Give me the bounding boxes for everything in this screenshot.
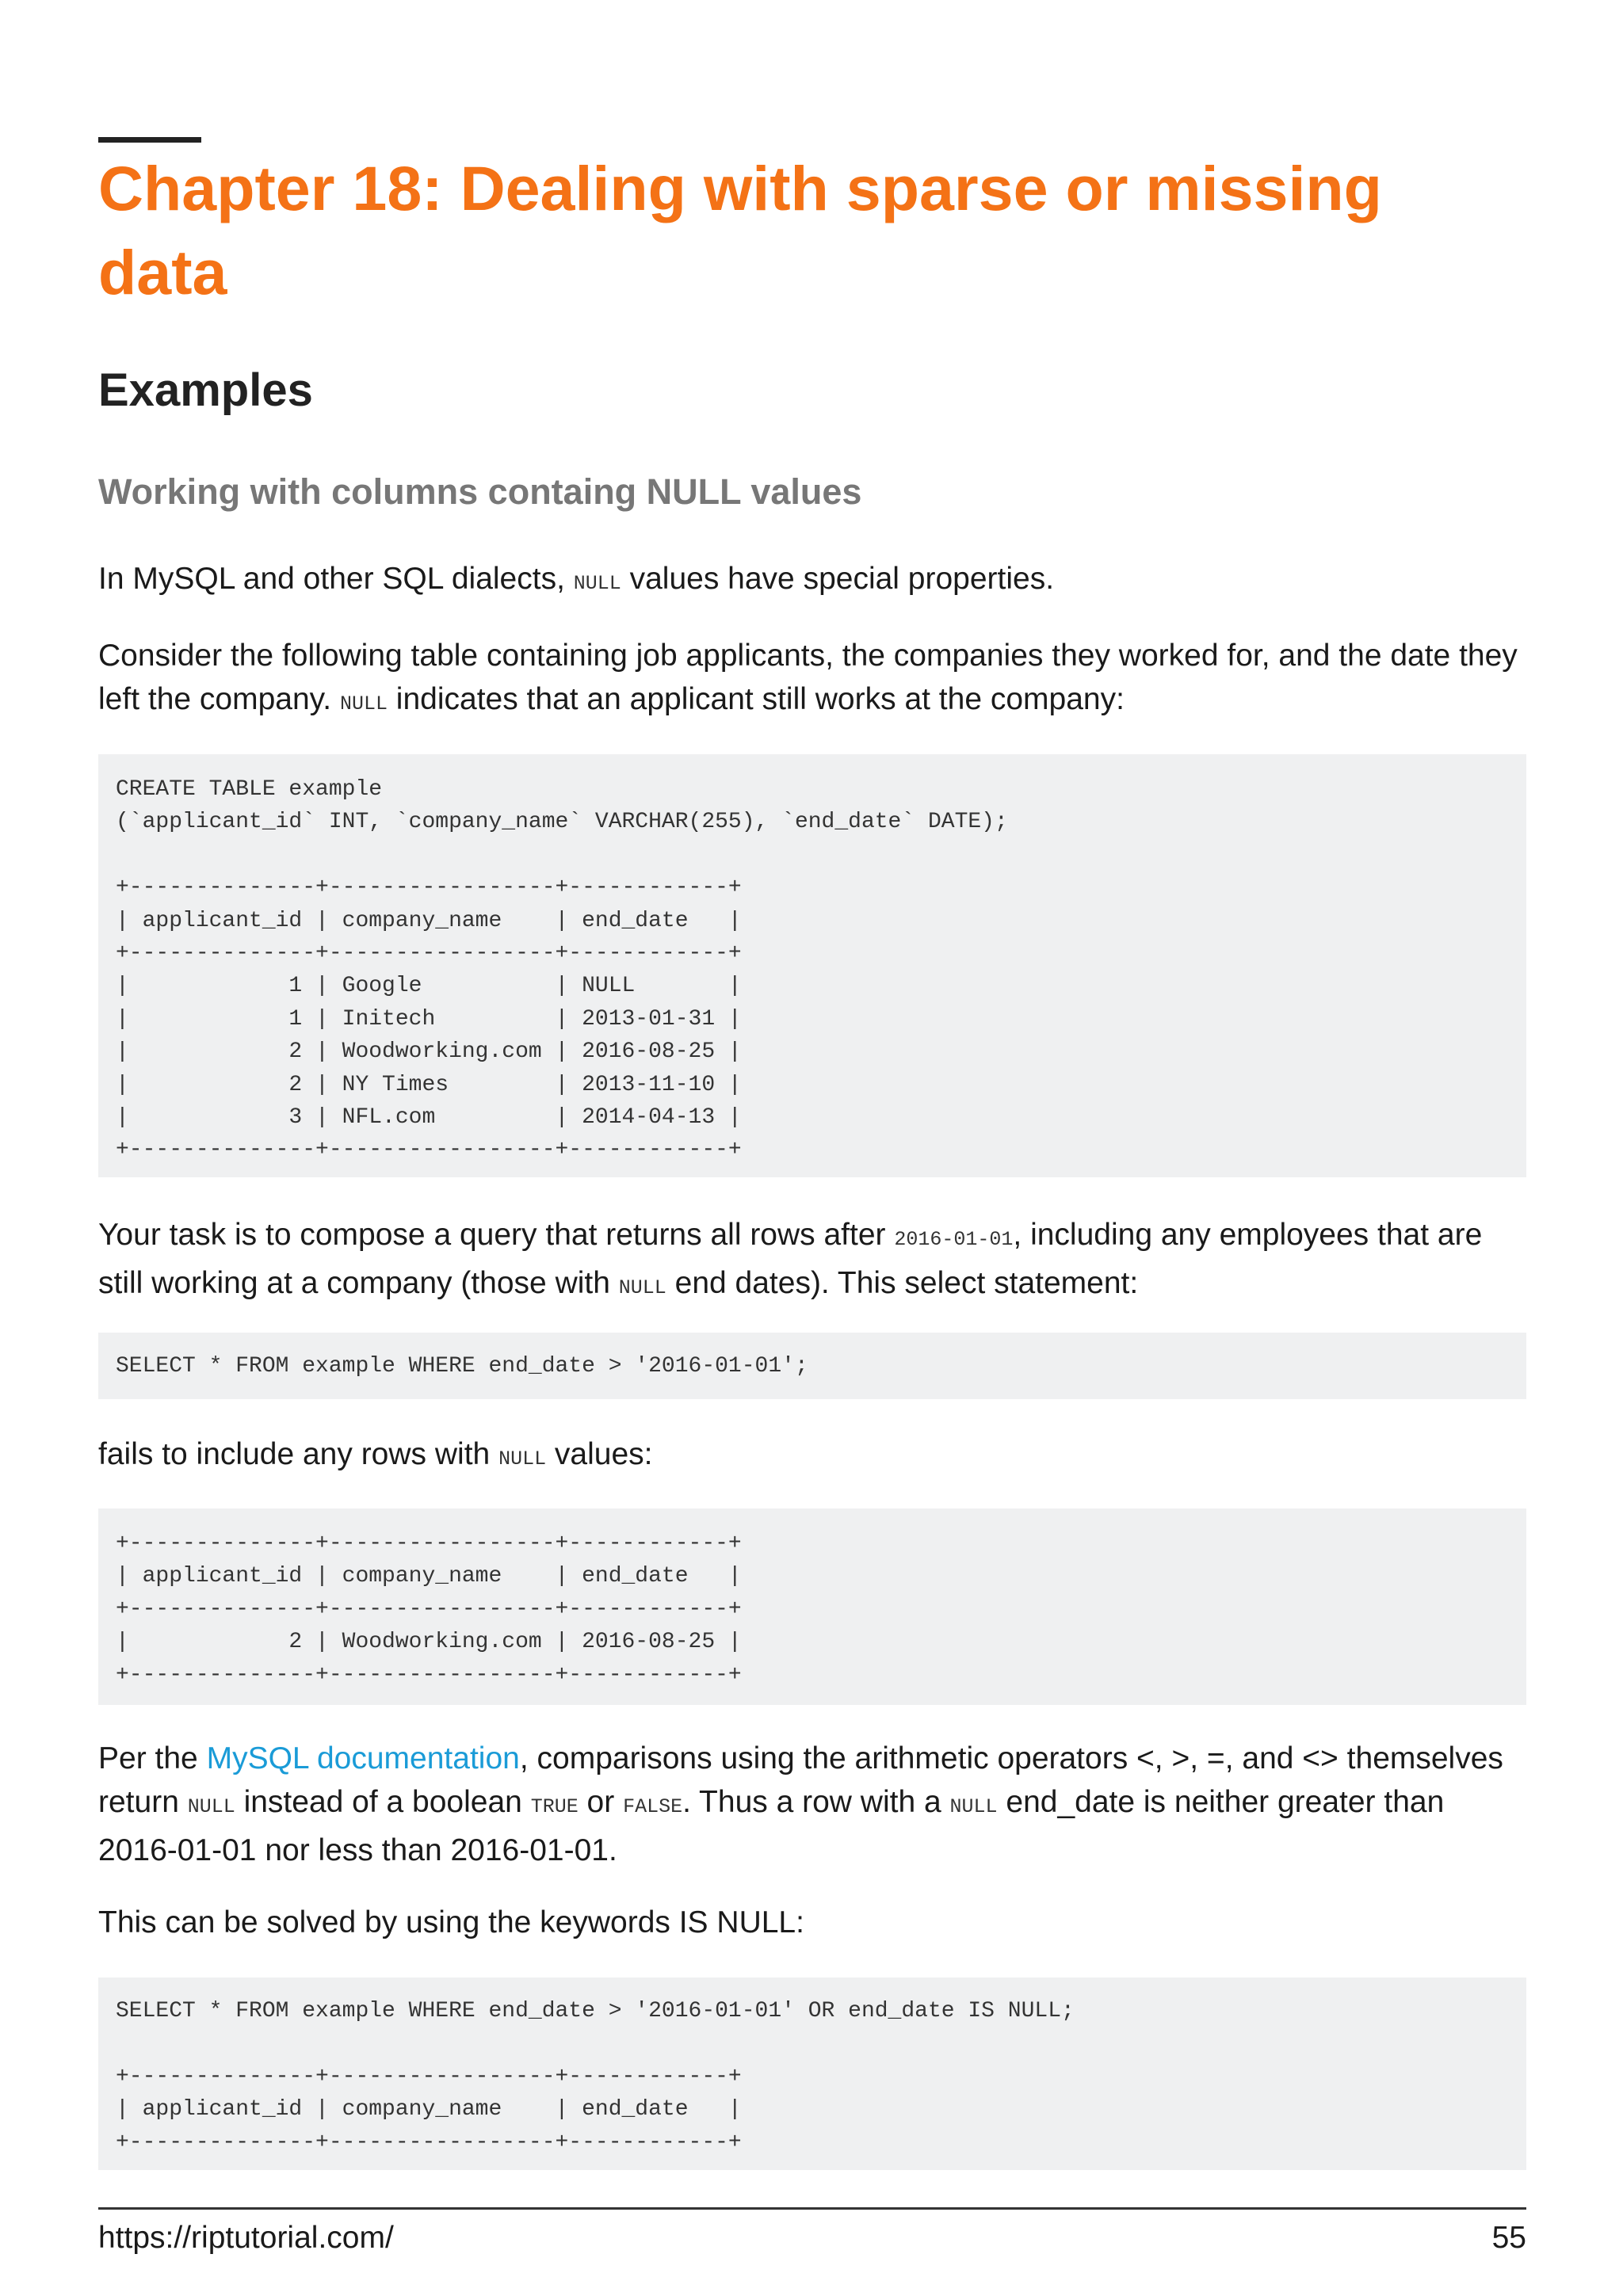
inline-code: NULL bbox=[187, 1795, 235, 1818]
code-block-is-null-query: SELECT * FROM example WHERE end_date > '2016-01-01' OR end_date IS NULL; +--------------+-----------------+------------+ | applicant_id | company_name | end_date | +--------------+-----------------+------------+ bbox=[98, 1978, 1526, 2170]
section-title: Examples bbox=[98, 364, 313, 416]
inline-code: TRUE bbox=[530, 1795, 579, 1818]
code-block-create-table: CREATE TABLE example (`applicant_id` INT, `company_name` VARCHAR(255), `end_date` DATE); +--------------+-----------------+------------+ | applicant_id | company_name | end_date | +--------------+-----------------+------------+ | 1 | Google | NULL | | 1 | Initech | 2013-01-31 | | 2 | Woodworking.com | 2016-08-25 | | 2 | NY Times | 2013-11-10 | | 3 | NFL.com | 2014-04-13 | +--------------+-----------------+------------+ bbox=[98, 754, 1526, 1177]
inline-code: NULL bbox=[339, 692, 388, 715]
paragraph-null-intro: In MySQL and other SQL dialects, NULL values have special properties. bbox=[98, 562, 1055, 596]
footer-page-number: 55 bbox=[1491, 2221, 1526, 2255]
paragraph-table-description: Consider the following table containing job applicants, the companies they worked for, and the date they left the company. NULL indicates that an applicant still works at the company: bbox=[98, 639, 1518, 716]
inline-code: NULL bbox=[618, 1276, 666, 1299]
inline-code: 2016-01-01 bbox=[894, 1228, 1014, 1251]
chapter-title: Chapter 18: Dealing with sparse or missing data bbox=[98, 153, 1382, 307]
code-block-select-query: SELECT * FROM example WHERE end_date > '2016-01-01'; bbox=[98, 1333, 1526, 1399]
footer-url: https://riptutorial.com/ bbox=[98, 2221, 394, 2255]
chapter-rule bbox=[98, 137, 201, 143]
paragraph-mysql-docs: Per the MySQL documentation, comparisons using the arithmetic operators <, >, =, and <> themselves return NULL instead of a boolean TRUE or FALSE. Thus a row with a NULL end_date is neither greater than 2016-01-01 nor less than 2016-01-01. bbox=[98, 1741, 1503, 1867]
paragraph-fails: fails to include any rows with NULL values: bbox=[98, 1437, 653, 1471]
footer-rule bbox=[98, 2207, 1526, 2210]
mysql-documentation-link[interactable]: MySQL documentation bbox=[206, 1741, 520, 1775]
inline-code: NULL bbox=[949, 1795, 998, 1818]
paragraph-is-null: This can be solved by using the keywords IS NULL: bbox=[98, 1905, 804, 1939]
inline-code: NULL bbox=[498, 1447, 547, 1470]
inline-code: FALSE bbox=[623, 1795, 683, 1818]
inline-code: NULL bbox=[573, 572, 621, 595]
code-block-result-table: +--------------+-----------------+------------+ | applicant_id | company_name | end_date | +--------------+-----------------+------------+ | 2 | Woodworking.com | 2016-08-25 | +--------------+-----------------+------------+ bbox=[98, 1508, 1526, 1705]
paragraph-task: Your task is to compose a query that returns all rows after 2016-01-01, including any employees that are still working at a company (those with NULL end dates). This select statement: bbox=[98, 1218, 1483, 1300]
subsection-title: Working with columns containg NULL values bbox=[98, 471, 862, 512]
